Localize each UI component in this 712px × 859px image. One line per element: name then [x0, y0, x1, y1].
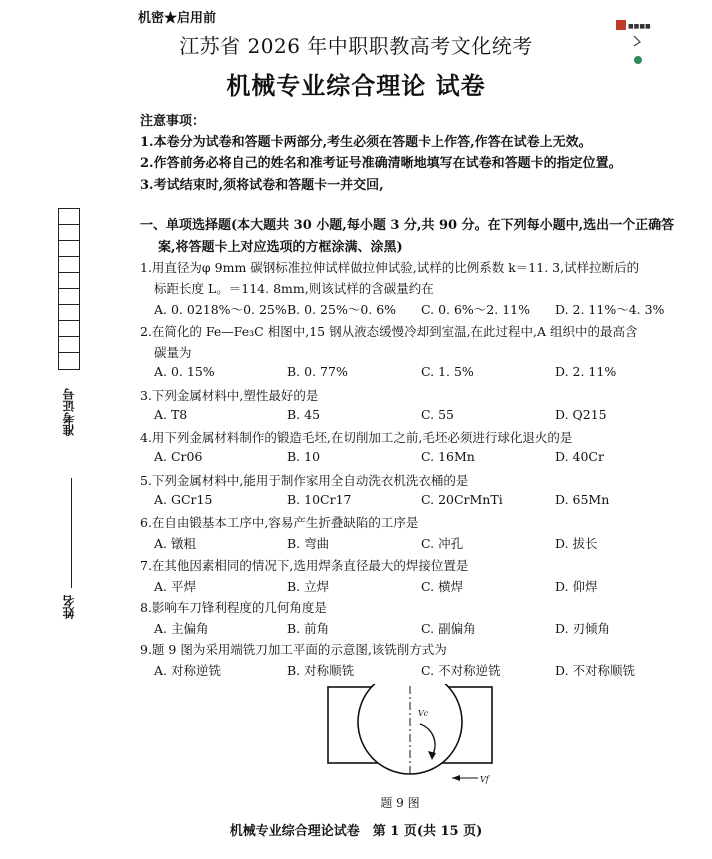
- grid-cell: [59, 225, 79, 241]
- question-5-option-b: B. 10Cr17: [287, 492, 352, 507]
- paper-title: 机械专业综合理论 试卷: [226, 71, 486, 100]
- question-5-option-a: A. GCr15: [154, 492, 213, 507]
- name-underline: [71, 478, 72, 588]
- grid-cell: [59, 241, 79, 257]
- exam-id-label: 准考证号: [62, 388, 76, 436]
- question-5-option-c: C. 20CrMnTi: [421, 492, 503, 507]
- question-9-option-a: A. 对称逆铣: [154, 663, 221, 678]
- note-item: 3.考试结束时,须将试卷和答题卡一并交回,: [140, 178, 384, 193]
- logo-mark: [616, 20, 626, 30]
- question-2-option-a: A. 0. 15%: [154, 364, 215, 379]
- question-2-option-c: C. 1. 5%: [421, 364, 474, 379]
- note-item: 1.本卷分为试卷和答题卡两部分,考生必须在答题卡上作答,作答在试卷上无效。: [140, 135, 592, 150]
- question-8-line1: 8.影响车刀锋利程度的几何角度是: [140, 600, 327, 615]
- question-1-option-b: B. 0. 25%～0. 6%: [287, 302, 397, 317]
- section-heading-line2: 案,将答题卡上对应选项的方框涂满、涂黑): [158, 240, 403, 255]
- grid-cell: [59, 257, 79, 273]
- question-2-option-b: B. 0. 77%: [287, 364, 348, 379]
- question-4-option-a: A. Cr06: [154, 449, 203, 464]
- question-5-line1: 5.下列金属材料中,能用于制作家用全自动洗衣机洗衣桶的是: [140, 473, 469, 488]
- question-8-option-b: B. 前角: [287, 621, 330, 636]
- logo-text: ■■■■: [628, 23, 651, 30]
- grid-cell: [59, 273, 79, 289]
- question-1-option-c: C. 0. 6%～2. 11%: [421, 302, 530, 317]
- question-1-line1: 1.用直径为φ 9mm 碳钢标准拉伸试样做拉伸试验,试样的比例系数 k＝11. 3,试样拉断后的: [140, 260, 640, 275]
- question-7-option-b: B. 立焊: [287, 579, 330, 594]
- vc-label: Vc: [418, 709, 429, 718]
- question-4-line1: 4.用下列金属材料制作的锻造毛坯,在切削加工之前,毛坯必须进行球化退火的是: [140, 430, 573, 445]
- question-9-option-b: B. 对称顺铣: [287, 663, 355, 678]
- question-9-option-d: D. 不对称顺铣: [555, 663, 636, 678]
- grid-cell: [59, 321, 79, 337]
- grid-cell: [59, 305, 79, 321]
- question-6-option-b: B. 弯曲: [287, 536, 330, 551]
- name-label: 姓名: [62, 595, 76, 619]
- question-3-option-c: C. 55: [421, 407, 454, 422]
- note-item: 2.作答前务必将自己的姓名和准考证号准确清晰地填写在试卷和答题卡的指定位置。: [140, 156, 622, 171]
- grid-cell: [59, 337, 79, 353]
- question-2-line2: 碳量为: [154, 345, 192, 360]
- figure-9-caption: 题 9 图: [380, 796, 420, 810]
- question-2-line1: 2.在简化的 Fe—Fe₃C 相图中,15 钢从液态缓慢冷却到室温,在此过程中,A 组织中的最高含: [140, 324, 638, 339]
- question-7-option-c: C. 横焊: [421, 579, 464, 594]
- exam-name: 江苏省 2026 年中职职教高考文化统考: [179, 34, 533, 58]
- question-6-line1: 6.在自由锻基本工序中,容易产生折叠缺陷的工序是: [140, 515, 419, 530]
- question-7-option-d: D. 仰焊: [555, 579, 598, 594]
- question-7-option-a: A. 平焊: [154, 579, 196, 594]
- grid-cell: [59, 209, 79, 225]
- grid-cell: [59, 289, 79, 305]
- feed-arrow-icon: [452, 775, 460, 781]
- question-2-option-d: D. 2. 11%: [555, 364, 617, 379]
- question-4-option-c: C. 16Mn: [421, 449, 475, 464]
- question-8-option-d: D. 刃倾角: [555, 621, 611, 636]
- question-6-option-a: A. 镦粗: [154, 536, 196, 551]
- question-3-option-b: B. 45: [287, 407, 321, 422]
- question-5-option-d: D. 65Mn: [555, 492, 610, 507]
- question-1-line2: 标距长度 L。＝114. 8mm,则该试样的含碳量约在: [154, 281, 434, 296]
- question-4-option-b: B. 10: [287, 449, 321, 464]
- exam-id-grid: [58, 208, 80, 370]
- question-3-option-a: A. T8: [154, 407, 188, 422]
- question-9-line1: 9.题 9 图为采用端铣刀加工平面的示意图,该铣削方式为: [140, 642, 447, 657]
- question-3-option-d: D. Q215: [555, 407, 607, 422]
- notes-heading: 注意事项：: [140, 114, 206, 129]
- grid-cell: [59, 353, 79, 368]
- question-4-option-d: D. 40Cr: [555, 449, 604, 464]
- question-1-option-a: A. 0. 0218%～0. 25%: [154, 302, 287, 317]
- vf-label: Vf: [480, 775, 489, 784]
- question-6-option-c: C. 冲孔: [421, 536, 464, 551]
- page-footer: 机械专业综合理论试卷 第 1 页(共 15 页): [229, 824, 483, 839]
- question-1-option-d: D. 2. 11%～4. 3%: [555, 302, 665, 317]
- question-7-line1: 7.在其他因素相同的情况下,选用焊条直径最大的焊接位置是: [140, 558, 469, 573]
- figure-9-diagram: [320, 684, 500, 794]
- question-8-option-c: C. 副偏角: [421, 621, 476, 636]
- question-6-option-d: D. 拔长: [555, 536, 598, 551]
- secret-label: 机密★启用前: [138, 11, 217, 26]
- section-heading-line1: 一、单项选择题(本大题共 30 小题,每小题 3 分,共 90 分。在下列每小题中,选出一个正确答: [140, 218, 675, 233]
- question-8-option-a: A. 主偏角: [154, 621, 209, 636]
- question-9-option-c: C. 不对称逆铣: [421, 663, 501, 678]
- question-3-line1: 3.下列金属材料中,塑性最好的是: [140, 388, 319, 403]
